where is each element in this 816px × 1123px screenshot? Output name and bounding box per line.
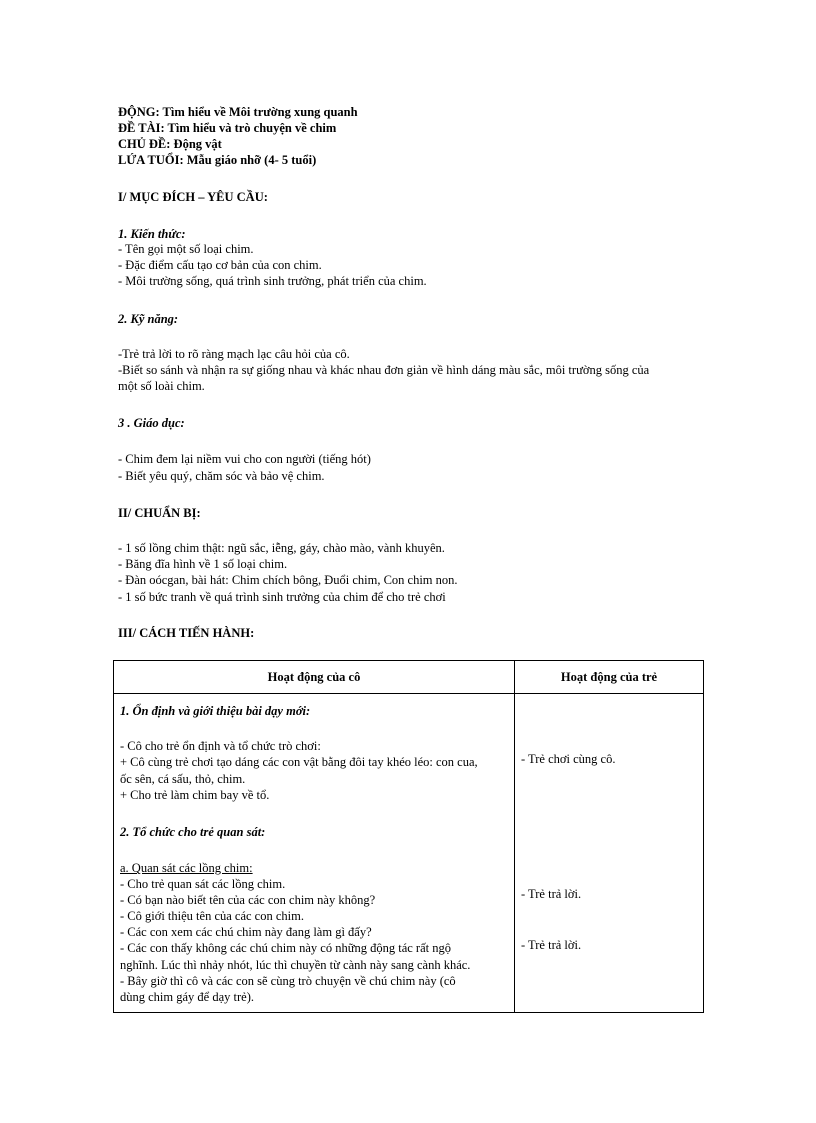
education-item: - Biết yêu quý, chăm sóc và bảo vệ chim. <box>118 469 325 483</box>
education-item: - Chim đem lại niềm vui cho con người (tiếng hót) <box>118 452 371 466</box>
teacher-line: nghĩnh. Lúc thì nhảy nhót, lúc thì chuyền từ cành này sang cành khác. <box>120 958 471 972</box>
knowledge-item: - Môi trường sống, quá trình sinh trưởng, phát triển của chim. <box>118 274 427 288</box>
child-response: - Trẻ trả lời. <box>521 938 582 952</box>
knowledge-item: - Tên gọi một số loại chim. <box>118 242 254 256</box>
skills-item: -Trẻ trả lời to rõ ràng mạch lạc câu hỏi của cô. <box>118 347 350 361</box>
teacher-line: - Các con thấy không các chú chim này có những động tác rất ngộ <box>120 941 451 955</box>
skills-item: một số loài chim. <box>118 379 205 393</box>
knowledge-item: - Đặc điểm cấu tạo cơ bản của con chim. <box>118 258 322 272</box>
section-1-title: I/ MỤC ĐÍCH – YÊU CẦU: <box>118 190 268 204</box>
child-response: - Trẻ chơi cùng cô. <box>521 752 616 766</box>
teacher-line: - Cho trẻ quan sát các lồng chim. <box>120 877 286 891</box>
preparation-item: - Băng đĩa hình về 1 số loại chim. <box>118 557 288 571</box>
step-2-subtitle: a. Quan sát các lồng chim: <box>120 861 253 875</box>
topic-heading: ĐỀ TÀI: Tìm hiểu và trò chuyện về chim <box>118 121 337 135</box>
skills-item: -Biết so sánh và nhận ra sự giống nhau và khác nhau đơn giản về hình dáng màu sắc, môi trường sống của <box>118 363 650 377</box>
step-2-title: 2. Tổ chức cho trẻ quan sát: <box>120 825 266 839</box>
teacher-line: + Cô cùng trẻ chơi tạo dáng các con vật bằng đôi tay khéo léo: con cua, <box>120 755 478 769</box>
age-heading: LỨA TUỔI: Mẫu giáo nhỡ (4- 5 tuổi) <box>118 153 317 167</box>
teacher-line: + Cho trẻ làm chim bay về tổ. <box>120 788 270 802</box>
child-activity-cell <box>515 694 704 1013</box>
teacher-line: - Cô giới thiệu tên của các con chim. <box>120 909 304 923</box>
teacher-line: - Bây giờ thì cô và các con sẽ cùng trò chuyện về chú chim này (cô <box>120 974 456 988</box>
section-2-title: II/ CHUẨN BỊ: <box>118 506 201 520</box>
teacher-line: - Có bạn nào biết tên của các con chim này không? <box>120 893 376 907</box>
preparation-item: - 1 số lồng chim thật: ngũ sắc, iễng, gáy, chào mào, vành khuyên. <box>118 541 445 555</box>
child-column-header: Hoạt động của trẻ <box>515 661 704 694</box>
teacher-activity-cell <box>114 694 515 1013</box>
preparation-item: - Đàn oócgan, bài hát: Chim chích bông, Đuổi chim, Con chim non. <box>118 573 458 587</box>
teacher-line: dùng chim gáy để dạy trẻ). <box>120 990 254 1004</box>
child-response: - Trẻ trả lời. <box>521 887 582 901</box>
teacher-line: ốc sên, cá sấu, thỏ, chim. <box>120 772 246 786</box>
activity-heading: ĐỘNG: Tìm hiểu về Môi trường xung quanh <box>118 105 358 119</box>
education-title: 3 . Giáo dục: <box>118 416 185 430</box>
section-3-title: III/ CÁCH TIẾN HÀNH: <box>118 626 255 640</box>
teacher-column-header: Hoạt động của cô <box>114 661 515 694</box>
theme-heading: CHỦ ĐỀ: Động vật <box>118 137 222 151</box>
teacher-line: - Cô cho trẻ ổn định và tổ chức trò chơi: <box>120 739 321 753</box>
knowledge-title: 1. Kiến thức: <box>118 227 186 241</box>
skills-title: 2. Kỹ năng: <box>118 312 179 326</box>
preparation-item: - 1 số bức tranh về quá trình sinh trưởng của chim để cho trẻ chơi <box>118 590 446 604</box>
teacher-line: - Các con xem các chú chim này đang làm gì đấy? <box>120 925 372 939</box>
activity-table <box>113 660 704 1013</box>
step-1-title: 1. Ổn định và giới thiệu bài dạy mới: <box>120 704 311 718</box>
